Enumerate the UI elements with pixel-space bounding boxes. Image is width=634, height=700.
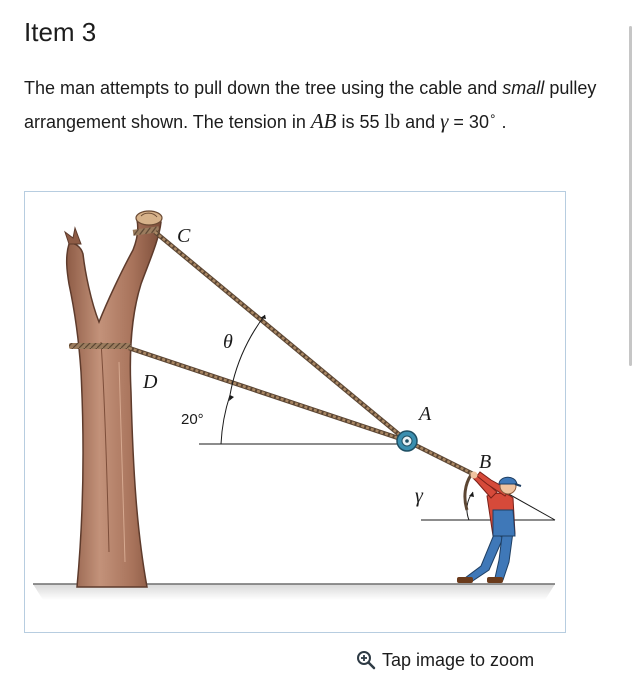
figure-canvas (25, 192, 565, 632)
label-gamma: γ (415, 485, 423, 507)
scrollbar[interactable] (626, 0, 634, 700)
label-b: B (479, 451, 492, 473)
tap-to-zoom-link[interactable] (356, 648, 534, 672)
label-d: D (143, 371, 158, 393)
problem-text-4: and (400, 112, 441, 132)
gamma-symbol: γ (440, 109, 449, 133)
label-c: C (177, 225, 191, 247)
scrollbar-thumb[interactable] (629, 26, 632, 366)
cables (129, 232, 473, 474)
unit-lb: lb (384, 111, 401, 133)
problem-statement (24, 74, 616, 136)
zoom-in-icon (356, 650, 376, 670)
tree (65, 211, 162, 587)
item-title: Item 3 (24, 17, 97, 47)
cable-ca (155, 232, 407, 441)
problem-text-2: pulley arrangement shown. The tension in (24, 78, 597, 132)
label-angle-20: 20° (181, 411, 204, 428)
pulley-a (397, 431, 417, 451)
problem-figure[interactable] (24, 191, 566, 633)
label-a: A (419, 403, 432, 425)
problem-text-1: The man attempts to pull down the tree using the cable and (24, 78, 503, 98)
problem-text-3: is 55 (336, 112, 385, 132)
zoom-label: Tap image to zoom (382, 650, 535, 670)
problem-text-5: = 30 (448, 112, 489, 132)
degree-symbol: ∘ (488, 109, 497, 123)
label-theta: θ (223, 331, 233, 353)
man-figure (457, 472, 521, 584)
segment-ab: AB (310, 109, 337, 133)
problem-emphasis-small: small (502, 78, 545, 98)
problem-text-6: . (496, 112, 507, 132)
